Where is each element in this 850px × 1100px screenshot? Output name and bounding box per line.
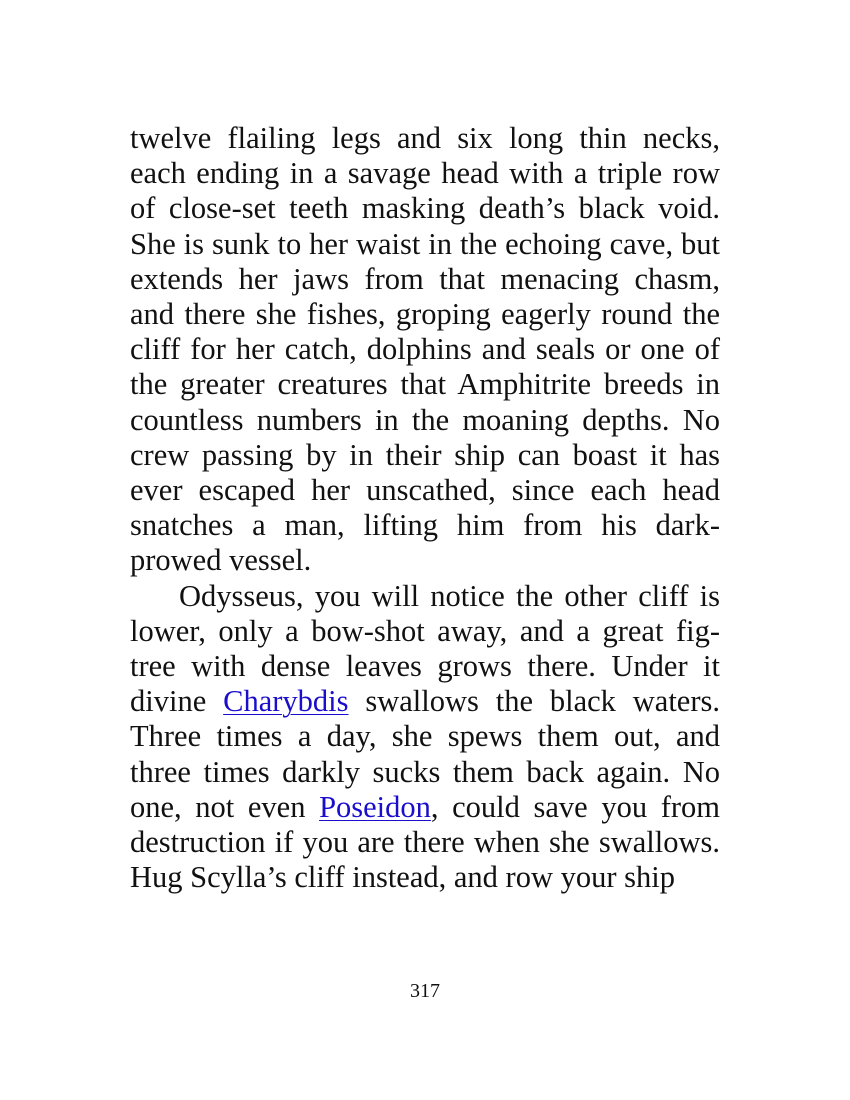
page-number: 317 <box>410 980 440 1002</box>
charybdis-link[interactable]: Charybdis <box>223 684 349 719</box>
paragraph-2-text-a: Odysseus, you will notice the other cliff is lower, only a bow-shot away, and a great fig-tree with dense leaves grows there. Under it divine <box>130 578 720 719</box>
paragraph-2-text-c: , could save you from destruction if you are there when she swallows. Hug Scylla’s cliff instead, and row your ship <box>130 789 720 895</box>
page-body <box>130 121 720 895</box>
poseidon-link[interactable]: Poseidon <box>319 789 431 824</box>
paragraph-1: twelve flailing legs and six long thin necks, each ending in a savage head with a triple row of close-set teeth masking death’s black void. She is sunk to her waist in the echoing cave, but extends her jaws from that menacing chasm, and there she fishes, groping eagerly round the cliff for her catch, dolphins and seals or one of the greater creatures that Amphitrite breeds in countless numbers in the moaning depths. No crew passing by in their ship can boast it has ever escaped her unscathed, since each head snatches a man, lifting him from his dark-prowed vessel. <box>130 121 720 578</box>
paragraph-2-text-b: swallows the black waters. Three times a day, she spews them out, and three times darkly sucks them back again. No one, not even <box>130 684 720 824</box>
paragraph-2 <box>130 579 720 896</box>
